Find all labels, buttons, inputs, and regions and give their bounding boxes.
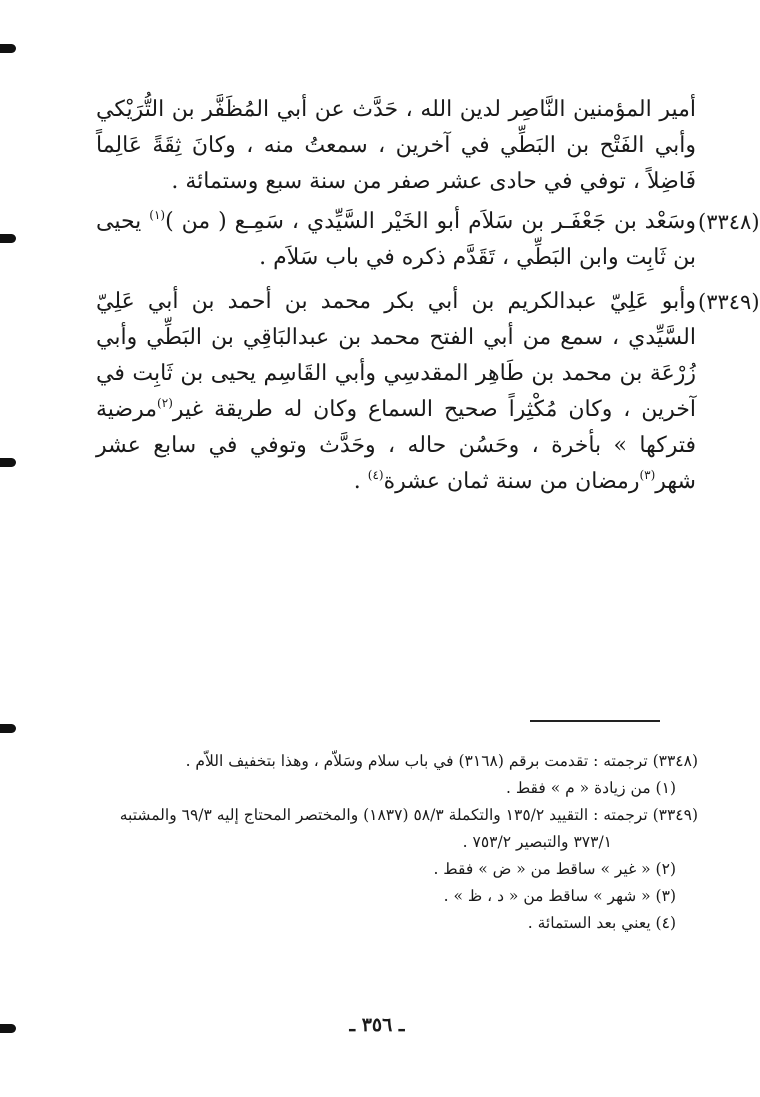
- footnotes: [90, 748, 698, 937]
- footnote-marker: (٤): [367, 468, 384, 482]
- footnote-2: (٢) « غير » ساقط من « ض » فقط .: [433, 860, 676, 878]
- entry-continuation: [96, 92, 696, 200]
- footnote-separator: [530, 720, 660, 722]
- footnote-3349: (٣٣٤٩) ترجمته : التقييد ١٣٥/٢ والتكملة ٥٨/٣ (١٨٣٧) والمختصر المحتاج إليه ٦٩/٣ والمشتبه: [119, 806, 698, 824]
- entry-number: (٣٣٤٨): [698, 210, 760, 234]
- entry-number: (٣٣٤٩): [698, 290, 760, 314]
- footnote-marker: (٣): [639, 468, 656, 482]
- footnote-marker: (١): [149, 208, 166, 222]
- footnote-3: (٣) « شهر » ساقط من « د ، ظ » .: [443, 887, 676, 905]
- entry-text: أمير المؤمنين النَّاصِر لدين الله ، حَدَّث عن أبي المُظَفَّر بن التُّرَيْكي وأبي الفَتْح بن البَطِّي في آخرين ، سمعتُ منه ، وكانَ ثِقَةً عَالِماً فَاضِلاً ، توفي في حادى عشر صفر من سنة سبع وستمائة .: [96, 97, 696, 194]
- binding-mark: [0, 724, 16, 733]
- footnote-3348: (٣٣٤٨) ترجمته : تقدمت برقم (٣١٦٨) في باب سلام وسَلاّم ، وهذا بتخفيف اللاّم .: [185, 752, 698, 770]
- binding-mark: [0, 44, 16, 53]
- footnote-3349-continued: ٣٧٣/١ والتبصير ٧٥٣/٢ .: [462, 833, 612, 851]
- footnote-1: (١) من زيادة « م » فقط .: [505, 779, 676, 797]
- main-text: [96, 92, 760, 508]
- page-number: ـ ٣٥٦ ـ: [349, 1014, 405, 1036]
- entry-text: وسَعْد بن جَعْفَـر بن سَلاَم أبو الخَيْر السَّيِّدي ، سَمِـع ( من )$^{(١)}$ يحيى بن ثَابِت وابن البَطِّي ، تَقَدَّم ذكره في باب سَلاَم .: [96, 208, 696, 270]
- footnote-marker: (٢): [157, 396, 173, 410]
- binding-mark: [0, 234, 16, 243]
- entry-text: وأبو عَلِيّ عبدالكريم بن أبي بكر محمد بن أحمد بن أبي عَلِيّ السَّيِّدي ، سمع من أبي الفتح محمد بن عبدالبَاقِي بن البَطِّي وأبي زُرْعَة بن محمد بن طَاهِر المقدسِي وأبي القَاسِم يحيى بن ثَابِت في آخرين ، وكان مُكْثِراً صحيح السماع وكان له طريقة غير$^{(٢)}$مرضية فتركها » بأخرة ، وحَسُن حاله ، وحَدَّث وتوفي في سابع عشر شهر$^{(٣)}$رمضان من سنة ثمان عشرة$^{(٤)}$ .: [96, 289, 696, 494]
- footnote-4: (٤) يعني بعد الستمائة .: [527, 914, 676, 932]
- entry-3348: [96, 204, 760, 276]
- binding-mark: [0, 458, 16, 467]
- entry-3349: [96, 284, 760, 500]
